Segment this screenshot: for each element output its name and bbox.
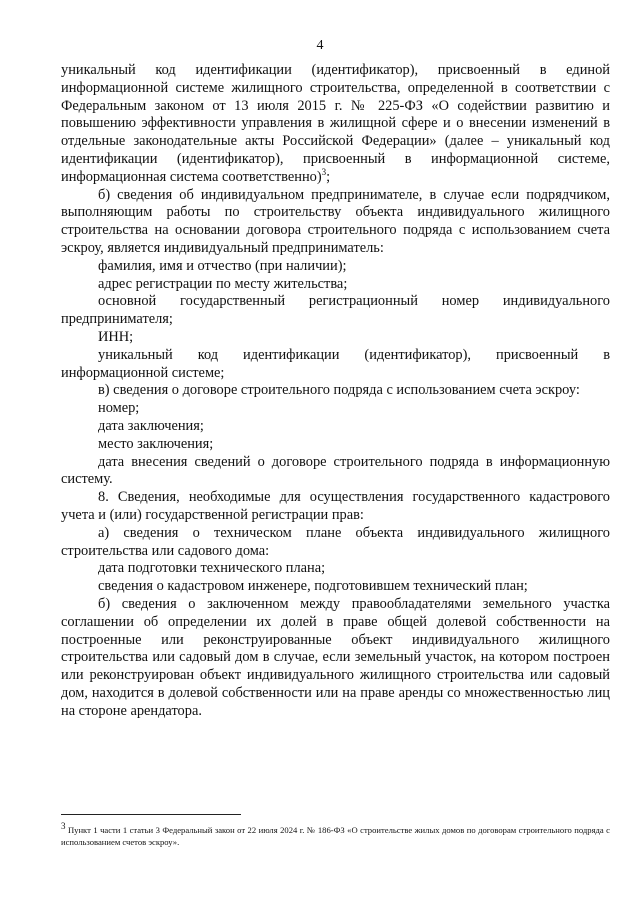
footnote-text: Пункт 1 части 1 статьи 3 Федеральный закон от 22 июля 2024 г. № 186-ФЗ «О строительстве жилых домов по договорам строительного подряда с использованием счетов эскроу».: [61, 825, 610, 847]
paragraph-v-contract: в) сведения о договоре строительного подряда с использованием счета эскроу:: [98, 382, 580, 399]
list-item-conclusion-date: дата заключения;: [98, 417, 204, 434]
page-number: 4: [316, 38, 324, 53]
footnote-reference: 3: [321, 166, 327, 177]
footnote-mark: 3: [61, 821, 66, 832]
document-body: [61, 62, 610, 720]
list-item-plan-date: дата подготовки технического плана;: [98, 560, 326, 577]
paragraph-identifier-code: [61, 62, 610, 187]
paragraph-8-cadastral: 8. Сведения, необходимые для осуществления государственного кадастрового учета и (или) государственной регистрации прав:: [61, 489, 610, 523]
list-item-cadastral-engineer: сведения о кадастровом инженере, подготовившем технический план;: [98, 578, 528, 595]
footnote: [61, 821, 610, 848]
footnote-divider: [61, 814, 241, 815]
paragraph-tail: ;: [326, 168, 331, 185]
list-item-full-name: фамилия, имя и отчество (при наличии);: [98, 257, 347, 274]
list-item-inn: ИНН;: [98, 328, 134, 345]
list-item-unique-code: уникальный код идентификации (идентификатор), присвоенный в информационной системе;: [61, 346, 610, 381]
list-item-number: номер;: [98, 400, 140, 417]
paragraph-b-entrepreneur: б) сведения об индивидуальном предпринимателе, в случае если подрядчиком, выполняющим работы по строительству объекта индивидуального жилищного строительства на основании договора строительного подряда с использованием счета эскроу, является индивидуальный предприниматель:: [61, 186, 610, 256]
paragraph-b-share-agreement: б) сведения о заключенном между правообладателями земельного участка соглашении об определении их долей в праве общей долевой собственности на построенные или реконструированные объект индивидуального жилищного строительства или садовый дом в случае, если земельный участок, на котором построен или реконструирован объект индивидуального жилищного строительства или садовый дом, находится в долевой собственности или на праве аренды со множественностью лиц на стороне арендатора.: [61, 595, 610, 719]
paragraph-a-technical-plan: а) сведения о техническом плане объекта индивидуального жилищного строительства или садового дома:: [61, 524, 610, 559]
paragraph-text: уникальный код идентификации (идентификатор), присвоенный в единой информационной системе жилищного строительства, определенной в соответствии с Федеральным законом от 13 июля 2015 г. № 225-ФЗ «О содействии развитию и повышению эффективности управления в жилищной сфере и о внесении изменений в отдельные законодательные акты Российской Федерации» (далее – уникальный код идентификации (идентификатор), присвоенный в информационной системе, информационная система соответственно): [61, 62, 610, 185]
list-item-ogrnip: основной государственный регистрационный номер индивидуального предпринимателя;: [61, 293, 610, 328]
list-item-entry-date: дата внесения сведений о договоре строительного подряда в информационную систему.: [61, 453, 610, 488]
list-item-registration-address: адрес регистрации по месту жительства;: [98, 275, 348, 292]
list-item-conclusion-place: место заключения;: [98, 435, 214, 452]
